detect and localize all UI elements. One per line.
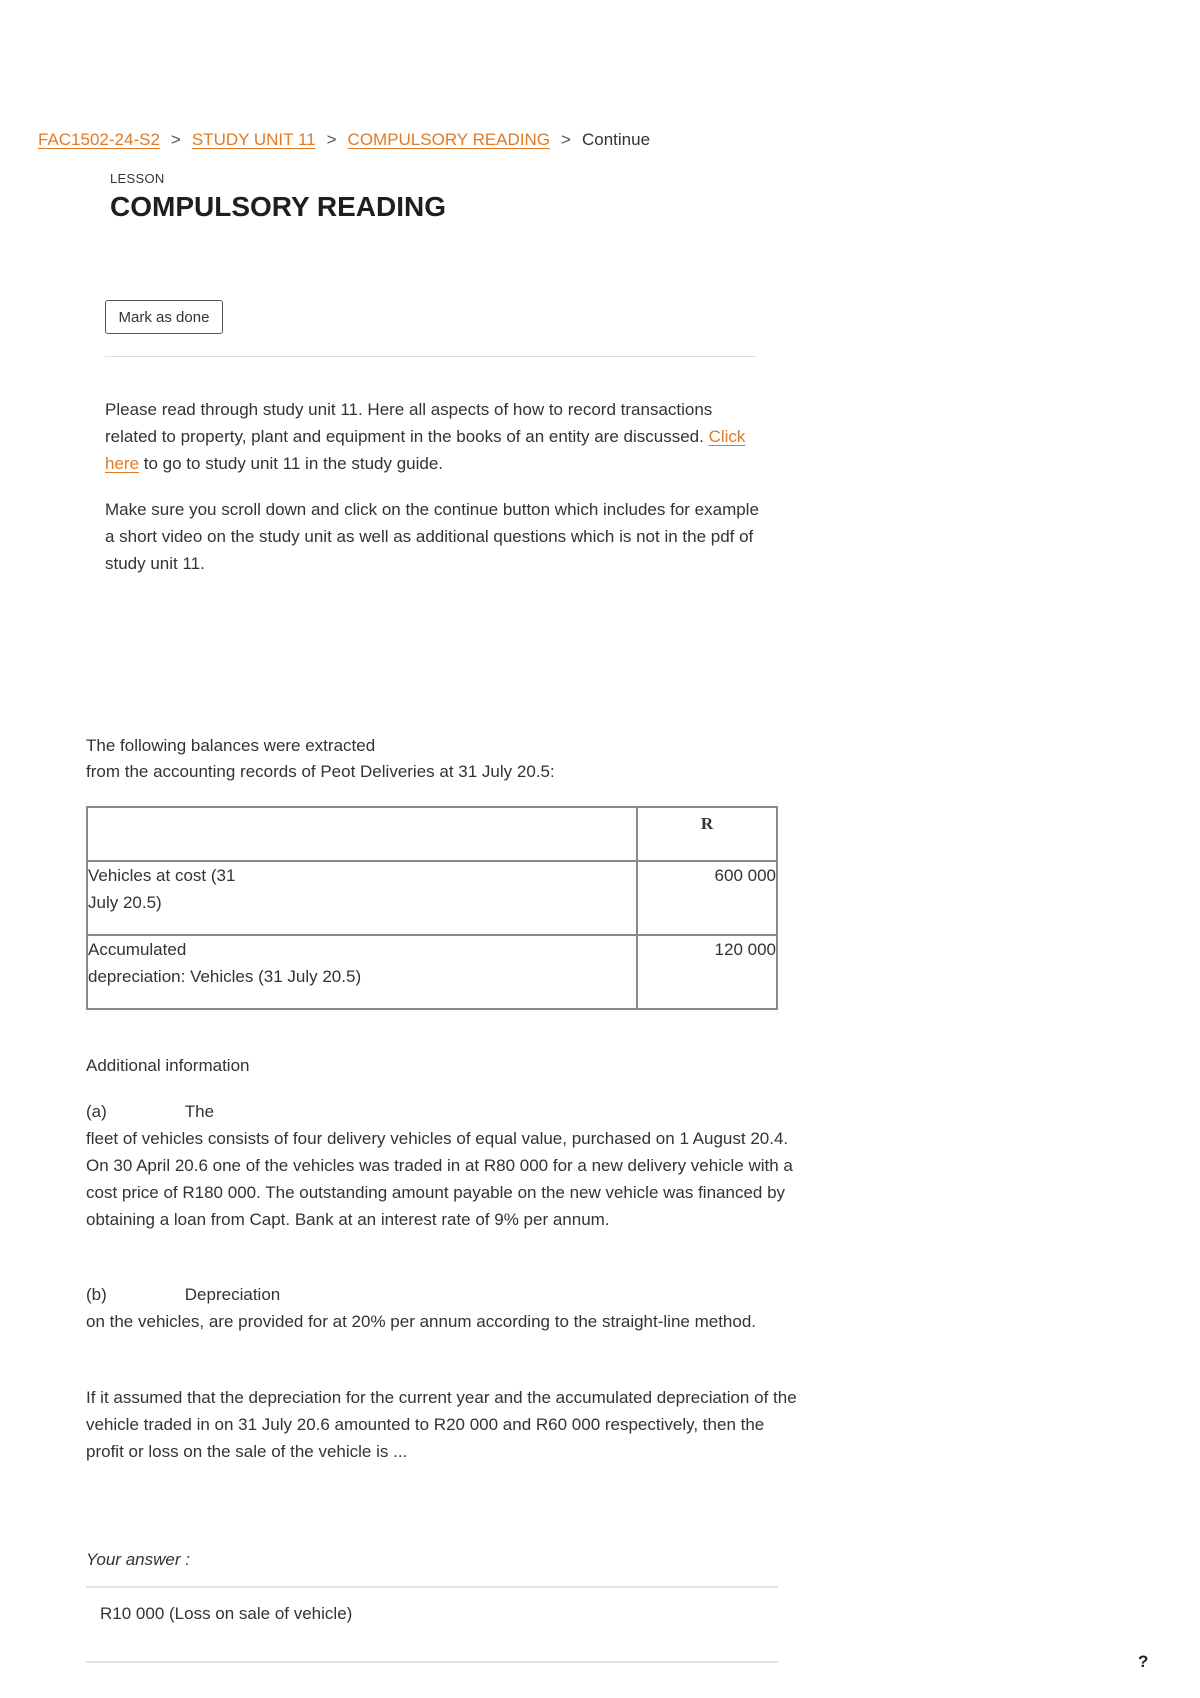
answer-value: R10 000 (Loss on sale of vehicle): [100, 1604, 353, 1623]
balances-table: [86, 806, 778, 1010]
divider: [105, 356, 755, 357]
additional-information-heading: Additional information: [86, 1056, 250, 1075]
info-item-text: The: [184, 1102, 215, 1121]
chevron-right-icon: >: [326, 130, 337, 149]
question-intro-line: The following balances were extracted: [86, 736, 376, 755]
cell-text: Vehicles at cost (31: [88, 866, 236, 885]
breadcrumb-link-compulsory-reading[interactable]: COMPULSORY READING: [347, 130, 551, 149]
breadcrumb-link-course[interactable]: FAC1502-24-S2: [38, 130, 160, 149]
info-item-label: (b): [86, 1285, 107, 1304]
question-prompt: If it assumed that the depreciation for the current year and the accumulated depreciation of the vehicle traded in on 31 July 20.6 amounted to R20 000 and R60 000 respectively, then the profit or loss on the sale of the vehicle is ...: [86, 1388, 797, 1461]
reading-paragraph: [105, 396, 765, 477]
cell-text: depreciation: Vehicles (31 July 20.5): [88, 967, 362, 986]
breadcrumb-link-study-unit[interactable]: STUDY UNIT 11: [191, 130, 316, 149]
reading-text: Please read through study unit 11. Here all aspects of how to record transactions related to property, plant and equipment in the books of an entity are discussed.: [105, 400, 713, 446]
cell-text: July 20.5): [88, 893, 162, 912]
help-icon[interactable]: ?: [1138, 1652, 1149, 1671]
table-header-cell: R: [637, 807, 777, 861]
question-intro-line: from the accounting records of Peot Deliveries at 31 July 20.5:: [86, 762, 555, 781]
page-title: COMPULSORY READING: [110, 191, 447, 222]
table-row: [87, 861, 777, 935]
reading-paragraph: Make sure you scroll down and click on the continue button which includes for example a short video on the study unit as well as additional questions which is not in the pdf of study unit 11.: [105, 500, 759, 573]
info-item-a: [86, 1098, 806, 1233]
table-header-cell: [87, 807, 637, 861]
table-cell-amount: 600 000: [637, 861, 777, 935]
info-item-text: on the vehicles, are provided for at 20% per annum according to the straight-line method.: [86, 1312, 756, 1331]
chevron-right-icon: >: [561, 130, 571, 149]
table-cell-amount: 120 000: [637, 935, 777, 1009]
table-header-row: [87, 807, 777, 861]
lesson-label: LESSON: [110, 171, 165, 186]
table-cell-description: [87, 861, 637, 935]
info-item-text: fleet of vehicles consists of four delivery vehicles of equal value, purchased on 1 August 20.4. On 30 April 20.6 one of the vehicles was traded in at R80 000 for a new delivery vehicle with a cost price of R180 000. The outstanding amount payable on the new vehicle was financed by obtaining a loan from Capt. Bank at an interest rate of 9% per annum.: [86, 1129, 793, 1229]
cell-text: Accumulated: [88, 940, 187, 959]
mark-as-done-button[interactable]: Mark as done: [105, 300, 223, 334]
chevron-right-icon: >: [170, 130, 181, 149]
reading-text: to go to study unit 11 in the study guide.: [139, 454, 444, 473]
answer-label: Your answer :: [86, 1550, 190, 1569]
answer-divider: [86, 1661, 778, 1663]
info-item-text: Depreciation: [184, 1285, 281, 1304]
info-item-label: (a): [86, 1102, 107, 1121]
table-cell-description: [87, 935, 637, 1009]
answer-divider: [86, 1586, 778, 1588]
info-item-b: [86, 1281, 806, 1335]
breadcrumb-current: Continue: [581, 130, 651, 149]
table-row: [87, 935, 777, 1009]
breadcrumb: [38, 130, 650, 150]
question-intro: [86, 733, 786, 785]
study-guide-link[interactable]: Click here: [105, 427, 746, 473]
